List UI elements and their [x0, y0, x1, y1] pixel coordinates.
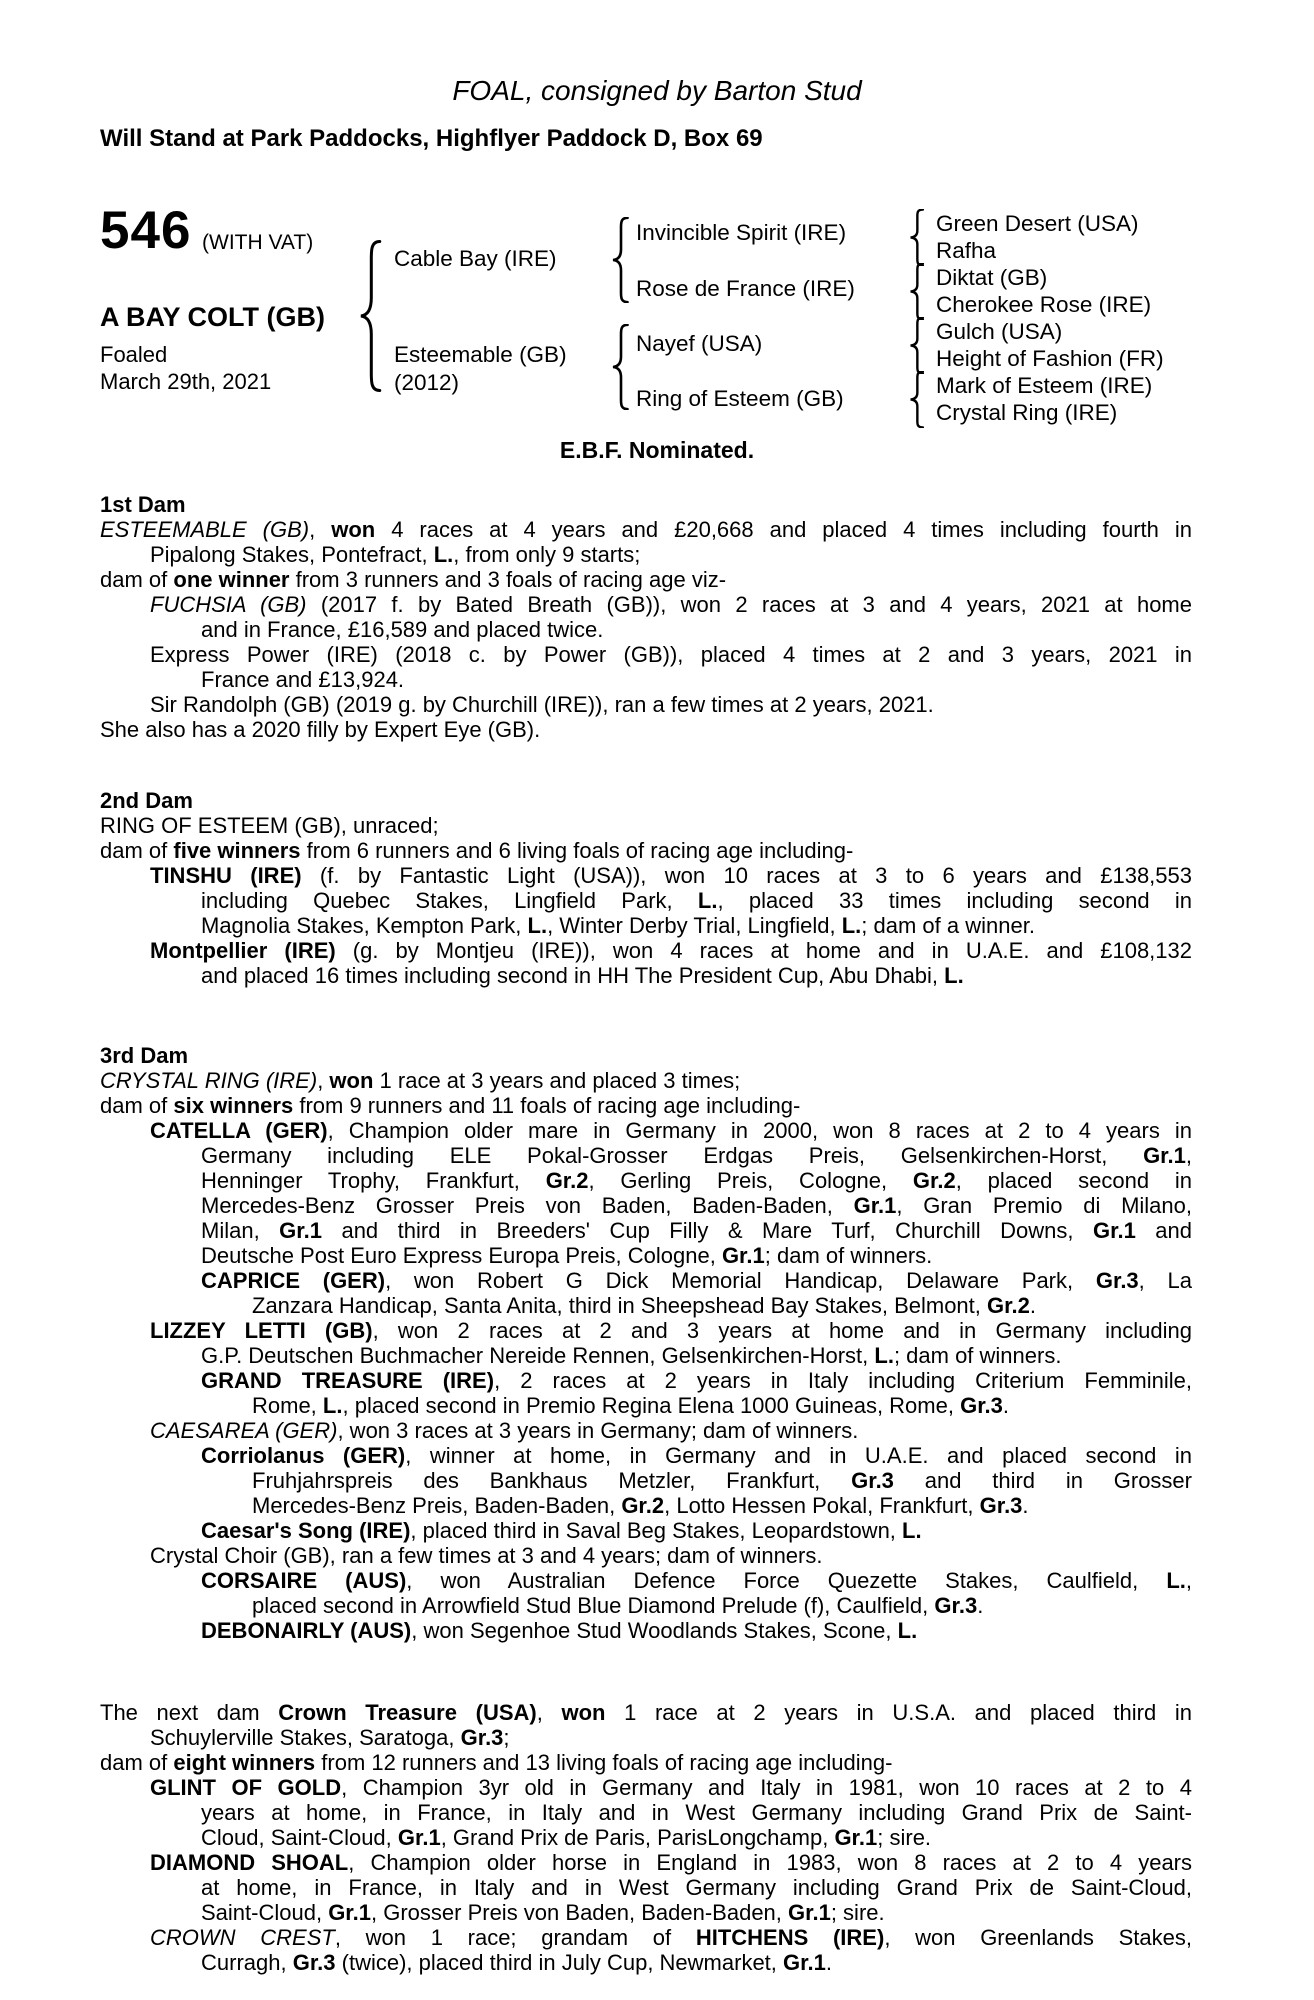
- text-run: Crown Treasure (USA): [278, 1700, 537, 1725]
- text-line: [100, 567, 1192, 592]
- text-run: Zanzara Handicap, Santa Anita, third in Sheepshead Bay Stakes, Belmont,: [252, 1293, 988, 1318]
- text-run: , won Australian Defence Force Quezette Stakes, Caulfield,: [406, 1568, 1167, 1593]
- text-line: [150, 542, 1192, 567]
- ancestor-name: Green Desert (USA): [936, 211, 1139, 236]
- text-run: Gr.3: [460, 1725, 504, 1750]
- text-line: [150, 642, 1192, 667]
- text-line: [201, 617, 1192, 642]
- text-run: Magnolia Stakes, Kempton Park,: [201, 913, 528, 938]
- text-line: [201, 1568, 1192, 1593]
- text-run: dam of: [100, 1093, 174, 1118]
- text-run: , won 2 races at 2 and 3 years at home and in Germany including: [372, 1318, 1192, 1343]
- text-run: HITCHENS (IRE): [695, 1925, 885, 1950]
- text-line: [201, 1368, 1192, 1393]
- text-run: Gr.2: [912, 1168, 956, 1193]
- text-run: ,: [317, 1068, 330, 1093]
- text-run: Gr.1: [834, 1825, 878, 1850]
- text-run: six winners: [173, 1093, 294, 1118]
- text-run: CRYSTAL RING (IRE): [100, 1068, 318, 1093]
- text-run: Gr.3: [979, 1493, 1023, 1518]
- page-title: FOAL, consigned by Barton Stud: [452, 75, 862, 106]
- text-run: Montpellier (IRE): [150, 938, 336, 963]
- text-run: Gr.1: [1093, 1218, 1136, 1243]
- text-run: ESTEEMABLE (GB): [100, 517, 310, 542]
- text-line: [150, 1725, 1192, 1750]
- text-run: CAPRICE (GER): [201, 1268, 386, 1293]
- text-run: five winners: [173, 838, 301, 863]
- text-run: Gr.3: [292, 1950, 336, 1975]
- dam-sire-name: Nayef (USA): [636, 331, 763, 356]
- text-line: [201, 1950, 1192, 1975]
- text-run: Gr.2: [545, 1168, 589, 1193]
- ancestor-name: Diktat (GB): [936, 265, 1048, 290]
- text-run: dam of: [100, 567, 174, 592]
- dam-dam-name: Ring of Esteem (GB): [636, 386, 844, 411]
- text-line: [150, 938, 1192, 963]
- foaled-date: March 29th, 2021: [100, 369, 272, 394]
- text-run: , from only 9 starts;: [453, 542, 641, 567]
- text-run: LIZZEY LETTI (GB): [150, 1318, 373, 1343]
- text-line: [201, 1800, 1192, 1825]
- text-run: Gr.3: [960, 1393, 1003, 1418]
- text-run: ,: [536, 1700, 562, 1725]
- text-line: [252, 1493, 1192, 1518]
- ancestor-name: Height of Fashion (FR): [936, 346, 1164, 371]
- text-run: L.: [874, 1343, 894, 1368]
- text-run: from 12 runners and 13 living foals of racing age including-: [315, 1750, 893, 1775]
- text-run: dam of: [100, 1750, 174, 1775]
- brace-icon: [610, 324, 630, 410]
- text-run: (2017 f. by Bated Breath (GB)), won 2 races at 3 and 4 years, 2021 at home: [306, 592, 1192, 617]
- text-line: [201, 1518, 1192, 1543]
- text-run: Milan,: [201, 1218, 280, 1243]
- text-run: Gr.3: [934, 1593, 978, 1618]
- text-run: Fruhjahrspreis des Bankhaus Metzler, Frankfurt,: [252, 1468, 852, 1493]
- text-run: , placed 33 times including second in: [717, 888, 1192, 913]
- text-run: and third in Grosser: [893, 1468, 1192, 1493]
- text-run: , won Greenlands Stakes,: [884, 1925, 1193, 1950]
- text-line: [201, 1343, 1192, 1368]
- text-run: TINSHU (IRE): [150, 863, 302, 888]
- text-run: , Champion older horse in England in 1983, won 8 races at 2 to 4 years: [348, 1850, 1193, 1875]
- text-run: Gr.1: [853, 1193, 897, 1218]
- text-line: [252, 1593, 1192, 1618]
- text-run: France and £13,924.: [201, 667, 405, 692]
- dam-name: Esteemable (GB): [394, 342, 567, 367]
- text-run: Gr.1: [783, 1950, 826, 1975]
- text-run: L.: [902, 1518, 922, 1543]
- text-run: The next dam: [100, 1700, 279, 1725]
- text-run: one winner: [173, 567, 290, 592]
- text-run: , placed third in Saval Beg Stakes, Leopardstown,: [410, 1518, 903, 1543]
- text-run: FUCHSIA (GB): [150, 592, 307, 617]
- text-run: dam of: [100, 838, 174, 863]
- text-run: eight winners: [173, 1750, 316, 1775]
- sire-sire-name: Invincible Spirit (IRE): [636, 220, 847, 245]
- text-run: L.: [841, 913, 862, 938]
- foaled-label: Foaled: [100, 342, 168, 367]
- text-run: Caesar's Song (IRE): [201, 1518, 411, 1543]
- text-run: L.: [322, 1393, 343, 1418]
- text-run: 4 races at 4 years and £20,668 and placed 4 times including fourth in: [375, 517, 1192, 542]
- text-run: from 9 runners and 11 foals of racing age including-: [293, 1093, 801, 1118]
- text-run: , Gerling Preis, Cologne,: [588, 1168, 913, 1193]
- text-run: years at home, in France, in Italy and in West Germany including Grand Prix de Saint-: [201, 1800, 1192, 1825]
- text-run: CORSAIRE (AUS): [201, 1568, 407, 1593]
- text-run: Express Power (IRE) (2018 c. by Power (GB)), placed 4 times at 2 and 3 years, 2021 in: [150, 642, 1192, 667]
- text-run: ;: [503, 1725, 510, 1750]
- text-line: [252, 1468, 1192, 1493]
- text-line: [201, 1268, 1192, 1293]
- text-run: , La: [1138, 1268, 1192, 1293]
- text-line: [201, 667, 1192, 692]
- text-line: [201, 888, 1192, 913]
- text-run: L.: [1166, 1568, 1186, 1593]
- text-line: [100, 788, 1192, 813]
- text-line: [201, 963, 1192, 988]
- text-run: (g. by Montjeu (IRE)), won 4 races at home and in U.A.E. and £108,132: [335, 938, 1192, 963]
- text-line: [150, 592, 1192, 617]
- text-line: [201, 1443, 1192, 1468]
- text-run: at home, in France, in Italy and in West Germany including Grand Prix de Saint-Cloud,: [201, 1875, 1192, 1900]
- text-line: [150, 863, 1192, 888]
- text-run: Gr.1: [397, 1825, 441, 1850]
- text-run: Henninger Trophy, Frankfurt,: [201, 1168, 546, 1193]
- text-run: CAESAREA (GER): [150, 1418, 338, 1443]
- lot-number: 546: [100, 201, 192, 260]
- text-run: , won 1 race; grandam of: [334, 1925, 696, 1950]
- text-run: Gr.1: [788, 1900, 831, 1925]
- text-line: [150, 1925, 1192, 1950]
- dam-year: (2012): [394, 370, 460, 395]
- text-line: [100, 1043, 1192, 1068]
- text-run: and third in Breeders' Cup Filly & Mare Turf, Churchill Downs,: [321, 1218, 1094, 1243]
- text-run: .: [1029, 1293, 1036, 1318]
- text-line: [150, 1850, 1192, 1875]
- text-run: Gr.3: [1095, 1268, 1139, 1293]
- text-run: , Winter Derby Trial, Lingfield,: [547, 913, 842, 938]
- text-run: from 6 runners and 6 living foals of racing age including-: [300, 838, 854, 863]
- text-run: , Gran Premio di Milano,: [896, 1193, 1192, 1218]
- text-run: , 2 races at 2 years in Italy including Criterium Femminile,: [494, 1368, 1192, 1393]
- text-line: [201, 913, 1192, 938]
- text-line: [100, 813, 1192, 838]
- text-line: [201, 1168, 1192, 1193]
- text-run: GRAND TREASURE (IRE): [201, 1368, 495, 1393]
- text-run: 1st Dam: [100, 492, 186, 517]
- text-run: Curragh,: [201, 1950, 293, 1975]
- text-run: , placed second in Premio Regina Elena 1000 Guineas, Rome,: [342, 1393, 961, 1418]
- section-gap: [100, 742, 1192, 788]
- text-line: [100, 1068, 1192, 1093]
- text-run: She also has a 2020 filly by Expert Eye (GB).: [100, 717, 541, 742]
- text-run: ; dam of winners.: [893, 1343, 1062, 1368]
- text-run: ,: [1185, 1568, 1192, 1593]
- text-run: , Champion 3yr old in Germany and Italy in 1981, won 10 races at 2 to 4: [341, 1775, 1192, 1800]
- brace-icon: [908, 371, 925, 428]
- text-run: L.: [527, 913, 548, 938]
- text-run: , Grosser Preis von Baden, Baden-Baden,: [371, 1900, 789, 1925]
- text-run: Gr.1: [279, 1218, 322, 1243]
- section-gap: [100, 1643, 1192, 1700]
- text-line: [100, 1700, 1192, 1725]
- text-run: (twice), placed third in July Cup, Newmarket,: [335, 1950, 784, 1975]
- text-run: , won 3 races at 3 years in Germany; dam of winners.: [337, 1418, 859, 1443]
- brace-icon: [908, 209, 925, 266]
- text-run: , won Robert G Dick Memorial Handicap, Delaware Park,: [385, 1268, 1096, 1293]
- text-run: L.: [697, 888, 718, 913]
- text-run: won: [329, 1068, 374, 1093]
- text-run: DIAMOND SHOAL: [150, 1850, 349, 1875]
- ancestor-name: Crystal Ring (IRE): [936, 400, 1118, 425]
- text-line: [100, 838, 1192, 863]
- text-run: Deutsche Post Euro Express Europa Preis, Cologne,: [201, 1243, 722, 1268]
- section-gap: [100, 988, 1192, 1043]
- text-run: , winner at home, in Germany and in U.A.E. and placed second in: [405, 1443, 1192, 1468]
- text-line: [100, 517, 1192, 542]
- text-run: Gr.1: [328, 1900, 371, 1925]
- text-run: Germany including ELE Pokal-Grosser Erdgas Preis, Gelsenkirchen-Horst,: [201, 1143, 1144, 1168]
- text-run: ; dam of winners.: [764, 1243, 933, 1268]
- text-run: Gr.3: [851, 1468, 894, 1493]
- text-run: won: [561, 1700, 606, 1725]
- text-run: and placed 16 times including second in HH The President Cup, Abu Dhabi,: [201, 963, 945, 988]
- text-line: [100, 1093, 1192, 1118]
- text-run: Sir Randolph (GB) (2019 g. by Churchill (IRE)), ran a few times at 2 years, 2021.: [150, 692, 934, 717]
- vat-note: (WITH VAT): [202, 231, 314, 254]
- text-line: [150, 1775, 1192, 1800]
- text-run: Cloud, Saint-Cloud,: [201, 1825, 398, 1850]
- text-run: , Lotto Hessen Pokal, Frankfurt,: [664, 1493, 980, 1518]
- text-line: [100, 492, 1192, 517]
- text-run: Schuylerville Stakes, Saratoga,: [150, 1725, 461, 1750]
- text-run: 1 race at 3 years and placed 3 times;: [373, 1068, 741, 1093]
- text-line: [201, 1218, 1192, 1243]
- text-line: [201, 1618, 1192, 1643]
- text-run: ,: [309, 517, 332, 542]
- text-run: , Champion older mare in Germany in 2000, won 8 races at 2 to 4 years in: [327, 1118, 1192, 1143]
- brace-icon: [357, 240, 383, 392]
- text-run: from 3 runners and 3 foals of racing age viz-: [289, 567, 727, 592]
- text-run: , placed second in: [955, 1168, 1193, 1193]
- text-run: 3rd Dam: [100, 1043, 189, 1068]
- text-line: [150, 1543, 1192, 1568]
- text-run: CATELLA (GER): [150, 1118, 328, 1143]
- text-run: G.P. Deutschen Buchmacher Nereide Rennen, Gelsenkirchen-Horst,: [201, 1343, 875, 1368]
- text-run: ; dam of a winner.: [861, 913, 1035, 938]
- text-line: [252, 1393, 1192, 1418]
- text-line: [201, 1900, 1192, 1925]
- brace-icon: [908, 263, 925, 320]
- stand-location: Will Stand at Park Paddocks, Highflyer Paddock D, Box 69: [100, 125, 763, 152]
- brace-icon: [908, 317, 925, 374]
- text-run: Rome,: [252, 1393, 323, 1418]
- text-run: Crystal Choir (GB), ran a few times at 3 and 4 years; dam of winners.: [150, 1543, 823, 1568]
- sire-name: Cable Bay (IRE): [394, 246, 557, 271]
- text-run: CROWN CREST: [150, 1925, 335, 1950]
- text-run: Gr.1: [1143, 1143, 1186, 1168]
- text-line: [150, 1118, 1192, 1143]
- text-run: .: [977, 1593, 984, 1618]
- text-run: L.: [433, 542, 454, 567]
- text-run: 2nd Dam: [100, 788, 193, 813]
- text-line: [100, 717, 1192, 742]
- text-run: Gr.2: [987, 1293, 1030, 1318]
- text-run: DEBONAIRLY (AUS): [201, 1618, 412, 1643]
- text-run: and in France, £16,589 and placed twice.: [201, 617, 604, 642]
- text-run: placed second in Arrowfield Stud Blue Diamond Prelude (f), Caulfield,: [252, 1593, 935, 1618]
- text-run: , Grand Prix de Paris, ParisLongchamp,: [440, 1825, 835, 1850]
- text-line: [150, 1418, 1192, 1443]
- text-line: [150, 692, 1192, 717]
- text-run: .: [1002, 1393, 1010, 1418]
- text-line: [252, 1293, 1192, 1318]
- text-run: Gr.2: [621, 1493, 665, 1518]
- text-run: .: [1022, 1493, 1029, 1518]
- text-run: ; sire.: [877, 1825, 932, 1850]
- ancestor-name: Cherokee Rose (IRE): [936, 292, 1152, 317]
- text-run: Gr.1: [721, 1243, 765, 1268]
- text-run: won: [331, 517, 376, 542]
- text-run: Saint-Cloud,: [201, 1900, 329, 1925]
- ancestor-name: Rafha: [936, 238, 997, 263]
- text-run: 1 race at 2 years in U.S.A. and placed third in: [605, 1700, 1192, 1725]
- text-run: RING OF ESTEEM (GB), unraced;: [100, 813, 439, 838]
- text-line: [100, 1750, 1192, 1775]
- text-run: and: [1135, 1218, 1193, 1243]
- text-run: , won Segenhoe Stud Woodlands Stakes, Scone,: [411, 1618, 898, 1643]
- text-run: Mercedes-Benz Grosser Preis von Baden, Baden-Baden,: [201, 1193, 854, 1218]
- brace-icon: [610, 217, 630, 303]
- text-run: ,: [1185, 1143, 1192, 1168]
- ancestor-name: Mark of Esteem (IRE): [936, 373, 1153, 398]
- ancestor-name: Gulch (USA): [936, 319, 1063, 344]
- text-line: [201, 1825, 1192, 1850]
- text-run: Pipalong Stakes, Pontefract,: [150, 542, 434, 567]
- text-line: [201, 1193, 1192, 1218]
- text-line: [201, 1143, 1192, 1168]
- text-line: [201, 1875, 1192, 1900]
- text-line: [150, 1318, 1192, 1343]
- ebf-note: E.B.F. Nominated.: [559, 437, 755, 463]
- text-run: L.: [944, 963, 964, 988]
- text-line: [201, 1243, 1192, 1268]
- sire-dam-name: Rose de France (IRE): [636, 276, 855, 301]
- horse-name: A BAY COLT (GB): [100, 302, 326, 332]
- text-run: Mercedes-Benz Preis, Baden-Baden,: [252, 1493, 622, 1518]
- text-run: ; sire.: [830, 1900, 885, 1925]
- text-run: (f. by Fantastic Light (USA)), won 10 races at 3 to 6 years and £138,553: [301, 863, 1192, 888]
- text-run: L.: [897, 1618, 918, 1643]
- pedigree-text: [100, 492, 1192, 1975]
- text-run: GLINT OF GOLD: [150, 1775, 342, 1800]
- text-run: Corriolanus (GER): [201, 1443, 406, 1468]
- text-run: .: [825, 1950, 832, 1975]
- text-run: including Quebec Stakes, Lingfield Park,: [201, 888, 698, 913]
